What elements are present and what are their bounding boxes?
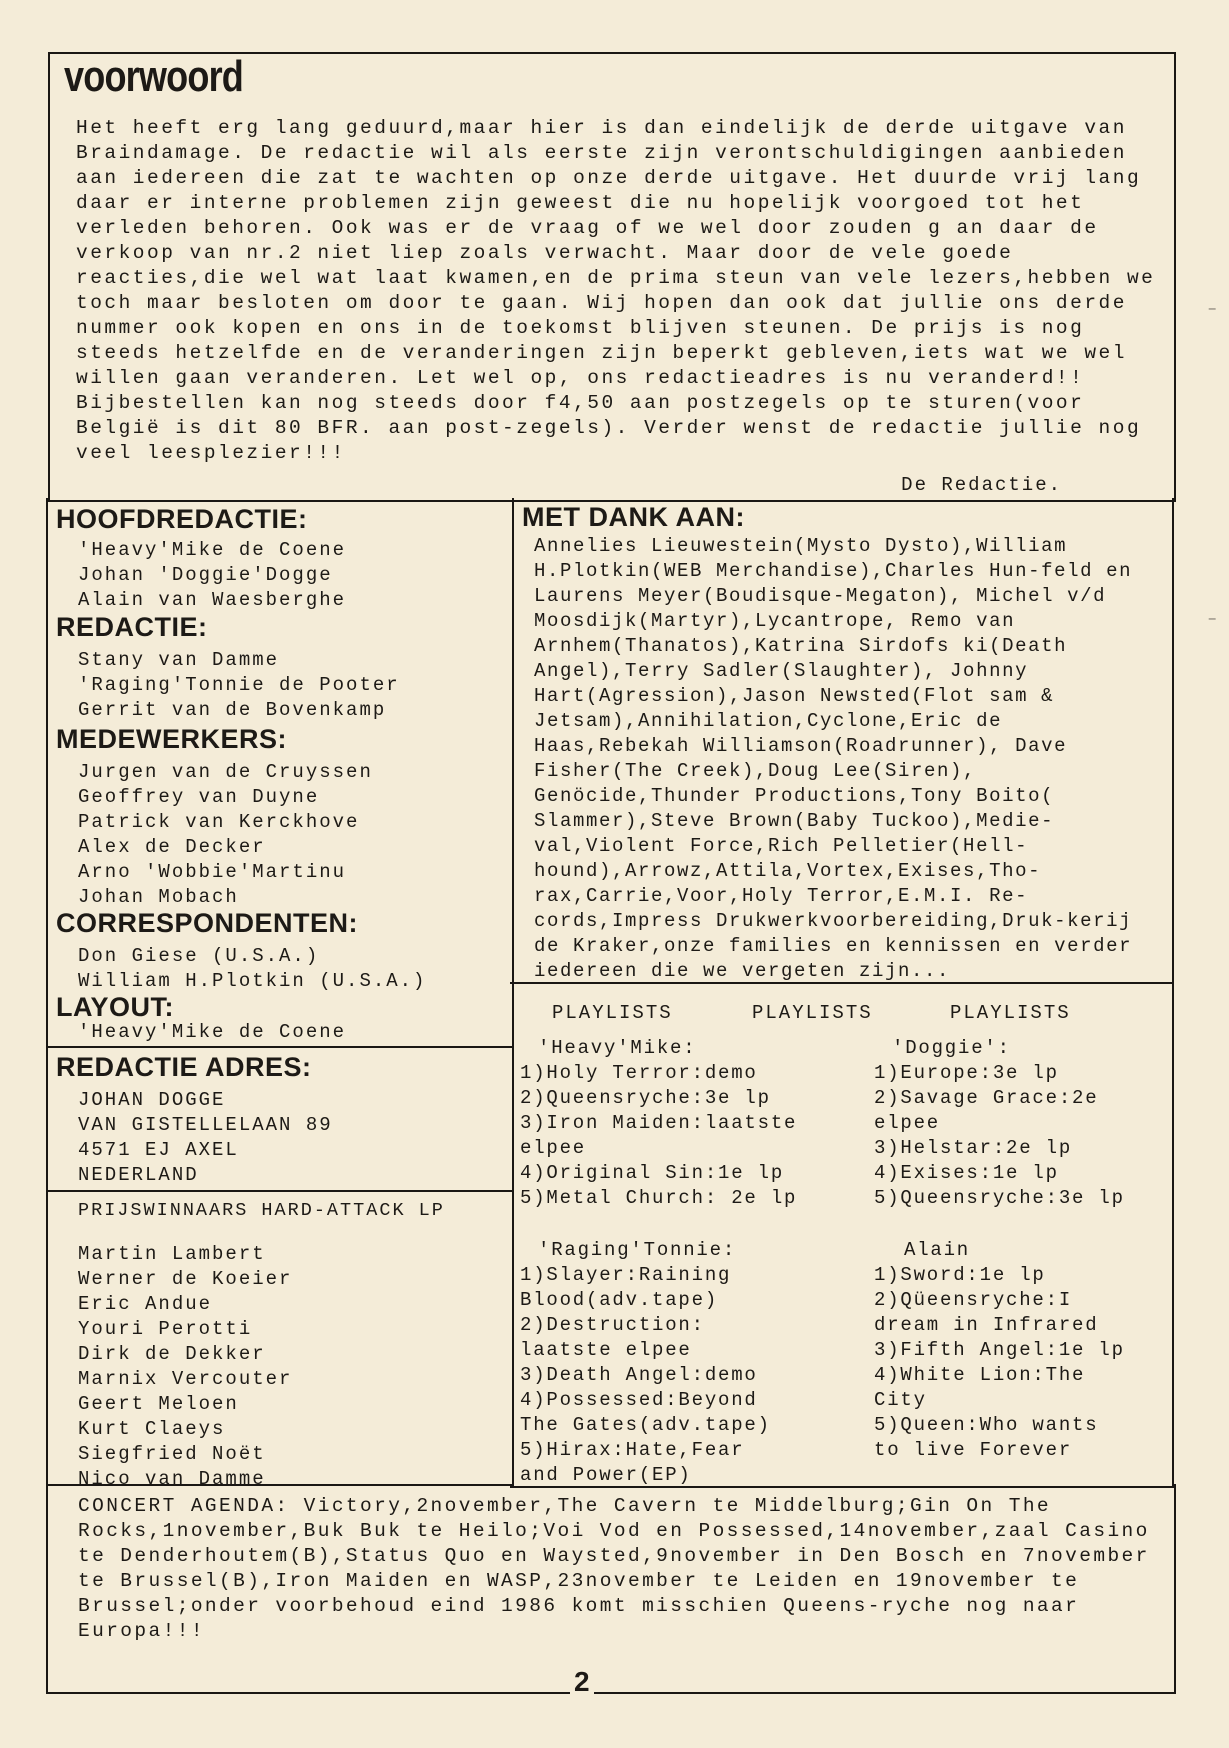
address-line: NEDERLAND (78, 1164, 199, 1186)
staff-name: 'Raging'Tonnie de Pooter (78, 674, 400, 696)
staff-name: 'Heavy'Mike de Coene (78, 539, 347, 561)
foreword-title: voorwoord (64, 52, 244, 101)
playlist-mike (520, 1036, 797, 1211)
playlist-line: 5)Hirax:Hate,Fear (520, 1439, 745, 1461)
redactie-list (78, 648, 400, 723)
playlist-line: and Power(EP) (520, 1464, 692, 1486)
address-line: 4571 EJ AXEL (78, 1139, 239, 1161)
playlist-line: elpee (874, 1112, 941, 1134)
winner-name: Eric Andue (78, 1293, 213, 1315)
winner-name: Dirk de Dekker (78, 1343, 266, 1365)
concert-agenda-section (46, 1484, 1176, 1694)
winner-name: Geert Meloen (78, 1393, 239, 1415)
playlist-line: 5)Metal Church: 2e lp (520, 1187, 798, 1209)
prize-winners-section (46, 1188, 514, 1490)
margin-tick-icon: – (1207, 300, 1217, 318)
prize-winners-heading: PRIJSWINNAARS HARD-ATTACK LP (78, 1200, 445, 1221)
playlist-line: 4)Possessed:Beyond (520, 1389, 758, 1411)
playlist-line: 1)Sword:1e lp (874, 1264, 1046, 1286)
playlist-line: 1)Holy Terror:demo (520, 1062, 758, 1084)
playlist-line: City (874, 1389, 927, 1411)
hoofdredactie-heading: HOOFDREDACTIE: (56, 504, 308, 534)
staff-name: Gerrit van de Bovenkamp (78, 699, 387, 721)
winner-name: Nico van Damme (78, 1468, 266, 1490)
layout-heading: LAYOUT: (56, 992, 175, 1022)
margin-tick-icon: – (1207, 610, 1217, 628)
winner-name: Marnix Vercouter (78, 1368, 293, 1390)
medewerkers-list (78, 760, 373, 910)
playlist-line: Alain (904, 1239, 971, 1261)
staff-name: Johan 'Doggie'Dogge (78, 564, 333, 586)
playlist-line: 3)Death Angel:demo (520, 1364, 758, 1386)
winner-name: Martin Lambert (78, 1243, 266, 1265)
playlist-alain (874, 1238, 1125, 1463)
staff-name: Arno 'Wobbie'Martinu (78, 861, 347, 883)
playlist-line: laatste elpee (520, 1339, 692, 1361)
playlist-line: 5)Queen:Who wants (874, 1414, 1099, 1436)
playlist-line: 4)White Lion:The (874, 1364, 1086, 1386)
staff-name: Stany van Damme (78, 649, 280, 671)
playlist-line: 2)Savage Grace:2e (874, 1087, 1099, 1109)
address-heading: REDACTIE ADRES: (56, 1052, 312, 1082)
foreword-section (48, 52, 1176, 502)
playlist-line: Blood(adv.tape) (520, 1289, 719, 1311)
winner-name: Youri Perotti (78, 1318, 253, 1340)
playlists-heading: PLAYLISTS (552, 1002, 673, 1024)
address-section (46, 1046, 514, 1192)
playlist-line: 'Doggie': (892, 1037, 1011, 1059)
winner-name: Siegfried Noët (78, 1443, 266, 1465)
playlist-line: dream in Infrared (874, 1314, 1099, 1336)
staff-name: Alex de Decker (78, 836, 266, 858)
playlist-line: 1)Slayer:Raining (520, 1264, 732, 1286)
thanks-section (510, 498, 1174, 984)
prize-winners-list (78, 1242, 292, 1492)
redactie-heading: REDACTIE: (56, 612, 208, 642)
address-lines (78, 1088, 333, 1188)
correspondenten-heading: CORRESPONDENTEN: (56, 908, 359, 938)
staff-name: Alain van Waesberghe (78, 589, 347, 611)
foreword-text: Het heeft erg lang geduurd,maar hier is dan eindelijk de derde uitgave van Braindamage. De redactie wil als eerste zijn verontschuldigingen aanbieden aan iedereen die zat te wachten op onze derde uitgave. Het duurde vrij lang daar er interne problemen zijn geweest die nu hopelijk voorgoed tot het verleden behoren. Ook was er de vraag of we wel door zouden g an daar de verkoop van nr.2 niet liep zoals verwacht. Maar door de vele goede reacties,die wel wat laat kwamen,en de prima steun van vele lezers,hebben we toch maar besloten om door te gaan. Wij hopen dan ook dat jullie ons derde nummer ook kopen en ons in de toekomst blijven steunen. De prijs is nog steeds hetzelfde en de veranderingen zijn beperkt gebleven,iets wat we wel willen gaan veranderen. Let wel op, ons redactieadres is nu veranderd!! Bijbestellen kan nog steeds door f4,50 aan postzegels op te sturen(voor België is dit 80 BFR. aan post-zegels). Verder wenst de redactie jullie nog veel leesplezier!!! (76, 117, 1170, 464)
playlist-line: 'Heavy'Mike: (538, 1037, 697, 1059)
playlist-line: to live Forever (874, 1439, 1073, 1461)
address-line: VAN GISTELLELAAN 89 (78, 1114, 333, 1136)
playlist-line: elpee (520, 1137, 587, 1159)
playlist-line: 'Raging'Tonnie: (538, 1239, 737, 1261)
staff-section (46, 498, 514, 1048)
playlists-heading: PLAYLISTS (950, 1002, 1071, 1024)
playlist-line: 5)Queensryche:3e lp (874, 1187, 1125, 1209)
playlist-line: 2)Qüeensryche:I (874, 1289, 1073, 1311)
winner-name: Kurt Claeys (78, 1418, 226, 1440)
staff-name: 'Heavy'Mike de Coene (78, 1021, 347, 1043)
medewerkers-heading: MEDEWERKERS: (56, 724, 288, 754)
hoofdredactie-list (78, 538, 346, 613)
playlist-doggie (874, 1036, 1125, 1211)
staff-name: Don Giese (U.S.A.) (78, 945, 320, 967)
correspondenten-list (78, 944, 426, 994)
playlist-line: 3)Fifth Angel:1e lp (874, 1339, 1125, 1361)
playlist-line: 2)Queensryche:3e lp (520, 1087, 771, 1109)
staff-name: Johan Mobach (78, 886, 239, 908)
playlist-line: 3)Helstar:2e lp (874, 1137, 1073, 1159)
playlist-line: 2)Destruction: (520, 1314, 705, 1336)
layout-list (78, 1020, 346, 1045)
concert-agenda-text: CONCERT AGENDA: Victory,2november,The Cavern te Middelburg;Gin On The Rocks,1november,Buk Buk te Heilo;Voi Vod en Possessed,14november,zaal Casino te Denderhoutem(B),Status Quo en Waysted,9november in Den Bosch en 7november te Brussel(B),Iron Maiden en WASP,23november te Leiden en 19november te Brussel;onder voorbehoud eind 1986 komt misschien Queens-ryche nog naar Europa!!! (78, 1495, 1164, 1642)
address-line: JOHAN DOGGE (78, 1089, 226, 1111)
playlist-line: The Gates(adv.tape) (520, 1414, 771, 1436)
playlists-section (510, 982, 1174, 1488)
staff-name: Geoffrey van Duyne (78, 786, 320, 808)
playlist-line: 1)Europe:3e lp (874, 1062, 1059, 1084)
thanks-heading: MET DANK AAN: (522, 502, 745, 532)
staff-name: Patrick van Kerckhove (78, 811, 360, 833)
playlist-line: 4)Original Sin:1e lp (520, 1162, 785, 1184)
staff-name: Jurgen van de Cruyssen (78, 761, 373, 783)
foreword-signature: De Redactie. (901, 474, 1062, 496)
playlist-line: 3)Iron Maiden:laatste (520, 1112, 798, 1134)
page-number: 2 (570, 1666, 594, 1698)
playlists-heading: PLAYLISTS (752, 1002, 873, 1024)
thanks-text: Annelies Lieuwestein(Mysto Dysto),William H.Plotkin(WEB Merchandise),Charles Hun-feld en Laurens Meyer(Boudisque-Megaton), Michel v/d Moosdijk(Martyr),Lycantrope, Remo van Arnhem(Thanatos),Katrina Sirdofs ki(Death Angel),Terry Sadler(Slaughter), Johnny Hart(Agression),Jason Newsted(Flot sam & Jetsam),Annihilation,Cyclone,Eric de Haas,Rebekah Williamson(Roadrunner), Dave Fisher(The Creek),Doug Lee(Siren), Genöcide,Thunder Productions,Tony Boito( Slammer),Steve Brown(Baby Tuckoo),Medie-val,Violent Force,Rich Pelletier(Hell-hound),Arrowz,Attila,Vortex,Exises,Tho-rax,Carrie,Voor,Holy Terror,E.M.I. Re-cords,Impress Drukwerkvoorbereiding,Druk-kerij de Kraker,onze families en kennissen en verder iedereen die we vergeten zijn... (534, 535, 1146, 982)
playlist-line: 4)Exises:1e lp (874, 1162, 1059, 1184)
playlist-tonnie (520, 1238, 771, 1488)
winner-name: Werner de Koeier (78, 1268, 293, 1290)
staff-name: William H.Plotkin (U.S.A.) (78, 970, 427, 992)
